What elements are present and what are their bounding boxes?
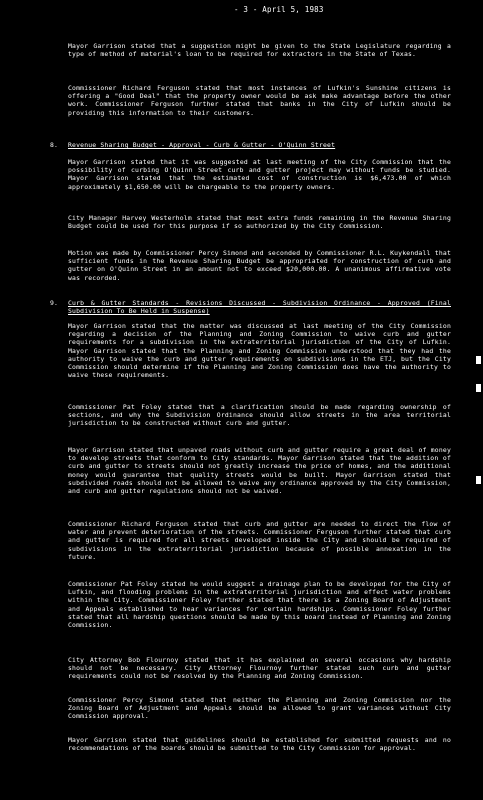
paragraph-4: City Manager Harvey Westerholm stated that most extra funds remaining in the Revenue Sharing Budget could be used for this purpose if so authorized by the City Commission. <box>68 214 451 231</box>
item-heading-8: Revenue Sharing Budget - Approval - Curb & Gutter - O'Quinn Street <box>68 141 336 149</box>
paragraph-13: Mayor Garrison stated that guidelines should be established for submitted requests and no recommendations of the boards should be submitted to the City Commission for approval. <box>68 736 451 753</box>
paragraph-9: Commissioner Richard Ferguson stated that curb and gutter are needed to direct the flow of water and prevent deterioration of the streets. Commissioner Ferguson further stated that curb and gutter is required for all streets developed inside the City and should be required of subdivisions in the extraterritorial jurisdiction because of possible annexation in the future. <box>68 520 451 561</box>
paragraph-5: Motion was made by Commissioner Percy Simond and seconded by Commissioner R.L. Kuykendall that sufficient funds in the Revenue Sharing Budget be appropriated for construction of curb and gutter on O'Quinn Street in an amount not to exceed $20,000.00. A unanimous affirmative vote was recorded. <box>68 249 451 282</box>
margin-mark <box>476 384 481 392</box>
item-number-9: 9. <box>50 299 59 307</box>
paragraph-8: Mayor Garrison stated that unpaved roads without curb and gutter require a great deal of money to develop streets that conform to City standards. Mayor Garrison stated that the addition of curb and gutter to streets should not greatly increase the price of homes, and the additional money would guarantee that quality streets would be built. Mayor Garrison stated that subdivided roads should not be allowed to waive any ordinance approved by the City Commission, and curb and gutter regulations should not be waived. <box>68 446 451 496</box>
paragraph-3: Mayor Garrison stated that it was suggested at last meeting of the City Commission that the possibility of curbing O'Quinn Street curb and gutter project may without funds be studied. Mayor Garrison stated that the estimated cost of construction is $6,473.00 of which approximately $1,650.00 will be chargeable to the property owners. <box>68 158 451 191</box>
margin-mark <box>476 356 481 364</box>
item-number-8: 8. <box>50 141 59 149</box>
page-header-date: - 3 - April 5, 1983 <box>234 5 324 14</box>
paragraph-7: Commissioner Pat Foley stated that a clarification should be made regarding ownership of sections, and why the Subdivision Ordinance should allow streets in the area territorial jurisdiction to be constructed without curb and gutter. <box>68 403 451 428</box>
margin-mark <box>476 476 481 484</box>
paragraph-10: Commissioner Pat Foley stated he would suggest a drainage plan to be developed for the City of Lufkin, and flooding problems in the extraterritorial jurisdiction and effect water problems within the City. Commissioner Foley further stated that there is a Zoning Board of Adjustment and Appeals established to hear variances for certain hardships. Commissioner Foley further stated that all hardship questions should be made by this board instead of Planning and Zoning Commission. <box>68 580 451 630</box>
paragraph-12: Commissioner Percy Simond stated that neither the Planning and Zoning Commission nor the Zoning Board of Adjustment and Appeals should be allowed to grant variances without City Commission approval. <box>68 696 451 721</box>
paragraph-1: Mayor Garrison stated that a suggestion might be given to the State Legislature regarding a type of method of material's loan to be required for extractors in the State of Texas. <box>68 42 451 59</box>
paragraph-2: Commissioner Richard Ferguson stated that most instances of Lufkin's Sunshine citizens is offering a "Good Deal" that the property owner would be ask make advantage before the other work. Commissioner Ferguson further stated that banks in the City of Lufkin should be providing this information to their customers. <box>68 84 451 117</box>
paragraph-6: Mayor Garrison stated that the matter was discussed at last meeting of the City Commission regarding a decision of the Planning and Zoning Commission to waive curb and gutter requirements for a subdivision in the extraterritorial jurisdiction of the City of Lufkin. Mayor Garrison stated that the Planning and Zoning Commission understood that they had the authority to waive the curb and gutter requirements on subdivisions in the ETJ, but the City Commission should determine if the Planning and Zoning Commission does have the authority to waive these requirements. <box>68 322 451 380</box>
paragraph-11: City Attorney Bob Flournoy stated that it has explained on several occasions why hardship should not be necessary. City Attorney Flournoy further stated such curb and gutter requirements could not be resolved by the Planning and Zoning Commission. <box>68 656 451 681</box>
item-heading-9: Curb & Gutter Standards - Revisions Discussed - Subdivision Ordinance - Approved (Final Subdivision To Be Held in Suspense) <box>68 299 451 316</box>
